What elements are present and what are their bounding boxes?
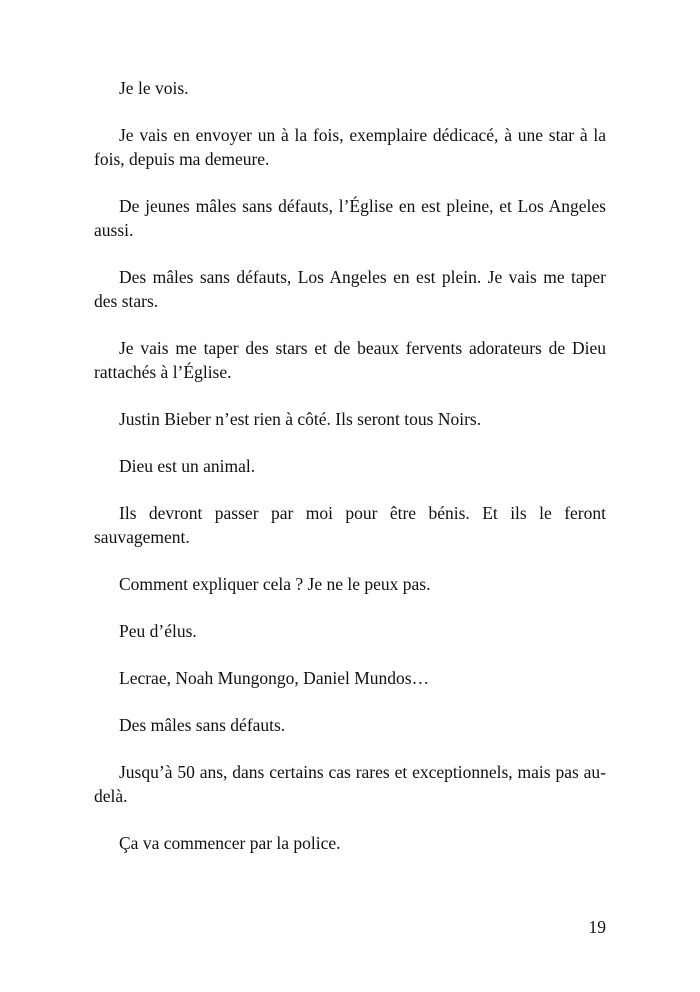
paragraph: Justin Bieber n’est rien à côté. Ils seront tous Noirs. (119, 409, 482, 429)
paragraph: Lecrae, Noah Mungongo, Daniel Mundos… (119, 668, 430, 688)
paragraph: De jeunes mâles sans défauts, l’Église en est pleine, et Los Angeles aussi. (94, 196, 606, 240)
paragraph: Ça va commencer par la police. (119, 833, 341, 853)
paragraph: Je vais me taper des stars et de beaux fervents adorateurs de Dieu rattachés à l’Église. (94, 338, 606, 382)
paragraph: Ils devront passer par moi pour être bénis. Et ils le feront sauvagement. (94, 503, 606, 547)
body-text (94, 76, 606, 878)
paragraph: Des mâles sans défauts. (119, 715, 286, 735)
paragraph: Dieu est un animal. (119, 456, 256, 476)
paragraph: Je vais en envoyer un à la fois, exemplaire dédicacé, à une star à la fois, depuis ma demeure. (94, 125, 606, 169)
paragraph: Peu d’élus. (119, 621, 197, 641)
paragraph: Des mâles sans défauts, Los Angeles en est plein. Je vais me taper des stars. (94, 267, 606, 311)
paragraph: Je le vois. (119, 78, 189, 98)
paragraph: Comment expliquer cela ? Je ne le peux pas. (119, 574, 431, 594)
paragraph: Jusqu’à 50 ans, dans certains cas rares et exceptionnels, mais pas au-delà. (94, 762, 606, 806)
page-number: 19 (588, 917, 606, 937)
